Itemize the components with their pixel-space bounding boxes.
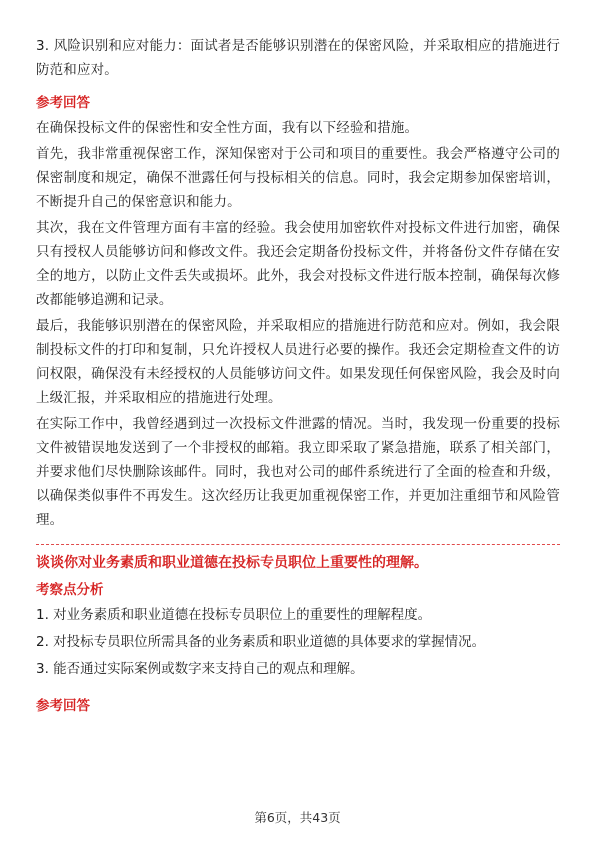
- page-content: [36, 34, 560, 719]
- analysis-item-3: 3. 能否通过实际案例或数字来支持自己的观点和理解。: [36, 661, 364, 677]
- reference-answer-heading: 参考回答: [36, 95, 90, 111]
- assessment-point-3: 3. 风险识别和应对能力：面试者是否能够识别潜在的保密风险，并采取相应的措施进行防范和应对。: [36, 38, 560, 78]
- answer-paragraph-first: 首先，我非常重视保密工作，深知保密对于公司和项目的重要性。我会严格遵守公司的保密制度和规定，确保不泄露任何与投标相关的信息。同时，我会定期参加保密培训，不断提升自己的保密意识和能力。: [36, 146, 560, 210]
- answer-paragraph-last: 最后，我能够识别潜在的保密风险，并采取相应的措施进行防范和应对。例如，我会限制投标文件的打印和复制，只允许授权人员进行必要的操作。我还会定期检查文件的访问权限，确保没有未经授权的人员能够访问文件。如果发现任何保密风险，我会及时向上级汇报，并采取相应的措施进行处理。: [36, 318, 560, 406]
- page-number-footer: 第6页，共43页: [254, 810, 341, 825]
- answer-paragraph-experience: 在实际工作中，我曾经遇到过一次投标文件泄露的情况。当时，我发现一份重要的投标文件被错误地发送到了一个非授权的邮箱。我立即采取了紧急措施，联系了相关部门，并要求他们尽快删除该邮件。同时，我也对公司的邮件系统进行了全面的检查和升级，以确保类似事件不再发生。这次经历让我更加重视保密工作，并更加注重细节和风险管理。: [36, 416, 560, 528]
- answer-paragraph-second: 其次，我在文件管理方面有丰富的经验。我会使用加密软件对投标文件进行加密，确保只有授权人员能够访问和修改文件。我还会定期备份投标文件，并将备份文件存储在安全的地方，以防止文件丢失或损坏。此外，我会对投标文件进行版本控制，确保每次修改都能够追溯和记录。: [36, 220, 560, 308]
- answer-paragraph-intro: 在确保投标文件的保密性和安全性方面，我有以下经验和措施。: [36, 120, 419, 136]
- section-divider: [36, 544, 560, 545]
- analysis-item-1: 1. 对业务素质和职业道德在投标专员职位上的重要性的理解程度。: [36, 607, 432, 623]
- analysis-heading: 考察点分析: [36, 582, 104, 598]
- reference-answer-heading-2: 参考回答: [36, 698, 90, 714]
- interview-question: 谈谈你对业务素质和职业道德在投标专员职位上重要性的理解。: [36, 555, 428, 571]
- analysis-item-2: 2. 对投标专员职位所需具备的业务素质和职业道德的具体要求的掌握情况。: [36, 634, 486, 650]
